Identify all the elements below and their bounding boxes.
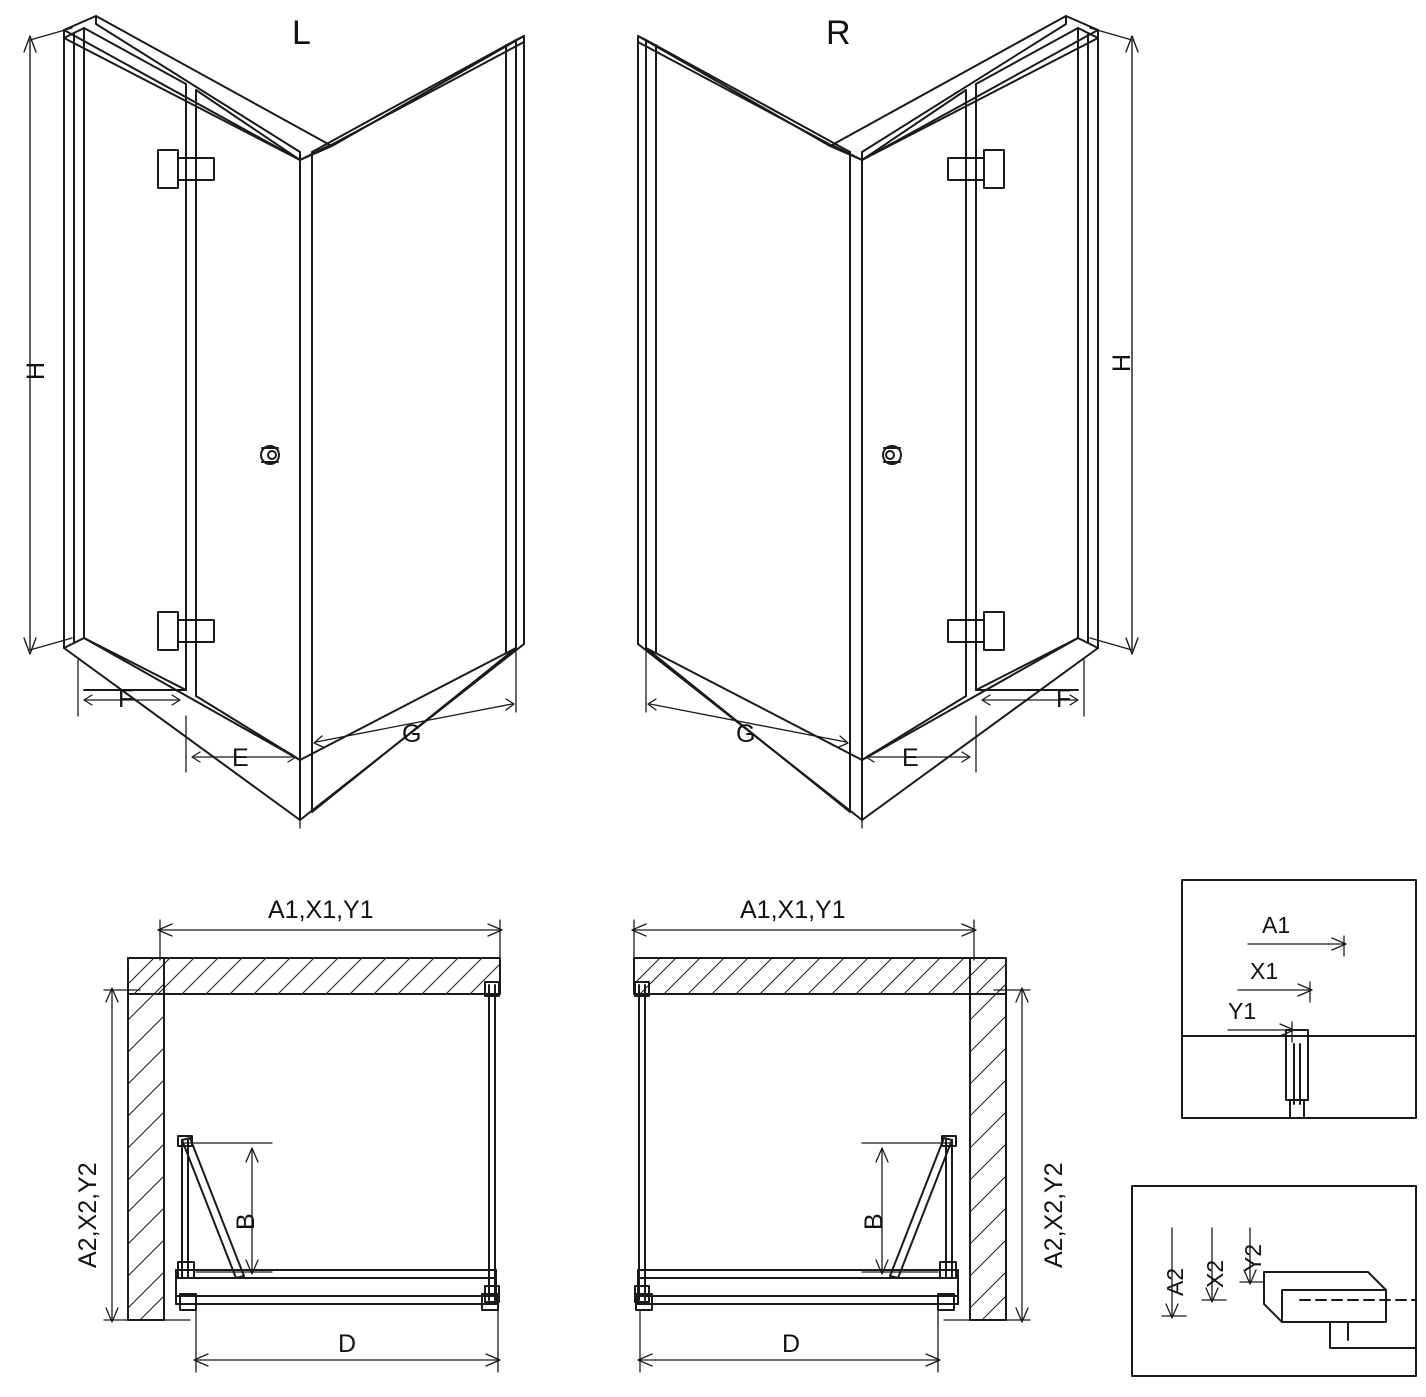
iso-right-height-label: H (1108, 353, 1136, 372)
iso-left-side-panel-label: G (402, 720, 422, 748)
detail-top-x1-label: X1 (1250, 958, 1279, 984)
detail-top (1182, 880, 1416, 1118)
detail-bottom-a2-label: A2 (1162, 1267, 1188, 1296)
plan-left-inner-dimension: B (232, 1213, 260, 1230)
detail-bottom-y2-label: Y2 (1240, 1243, 1266, 1272)
plan-right-top-dimension: A1,X1,Y1 (740, 896, 846, 924)
plan-right (632, 920, 1030, 1372)
plan-left (104, 920, 502, 1372)
plan-right-inner-dimension: B (860, 1213, 888, 1230)
view-label-left: L (292, 14, 311, 52)
iso-right-door-label: E (902, 744, 919, 772)
plan-left-side-dimension: A2,X2,Y2 (74, 1162, 102, 1268)
view-label-right: R (826, 14, 851, 52)
detail-top-y1-label: Y1 (1228, 998, 1257, 1024)
iso-right-front-panel-label: F (1056, 685, 1072, 713)
detail-bottom-x2-label: X2 (1202, 1259, 1228, 1288)
iso-left-height-label: H (22, 361, 50, 380)
detail-top-a1-label: A1 (1262, 912, 1291, 938)
iso-right-side-panel-label: G (736, 720, 756, 748)
plan-right-bottom-dimension: D (782, 1330, 801, 1358)
iso-left-door-label: E (232, 744, 249, 772)
iso-left-enclosure (24, 16, 524, 828)
plan-left-top-dimension: A1,X1,Y1 (268, 896, 374, 924)
iso-left-front-panel-label: F (118, 685, 134, 713)
plan-right-side-dimension: A2,X2,Y2 (1040, 1162, 1068, 1268)
plan-left-bottom-dimension: D (338, 1330, 357, 1358)
